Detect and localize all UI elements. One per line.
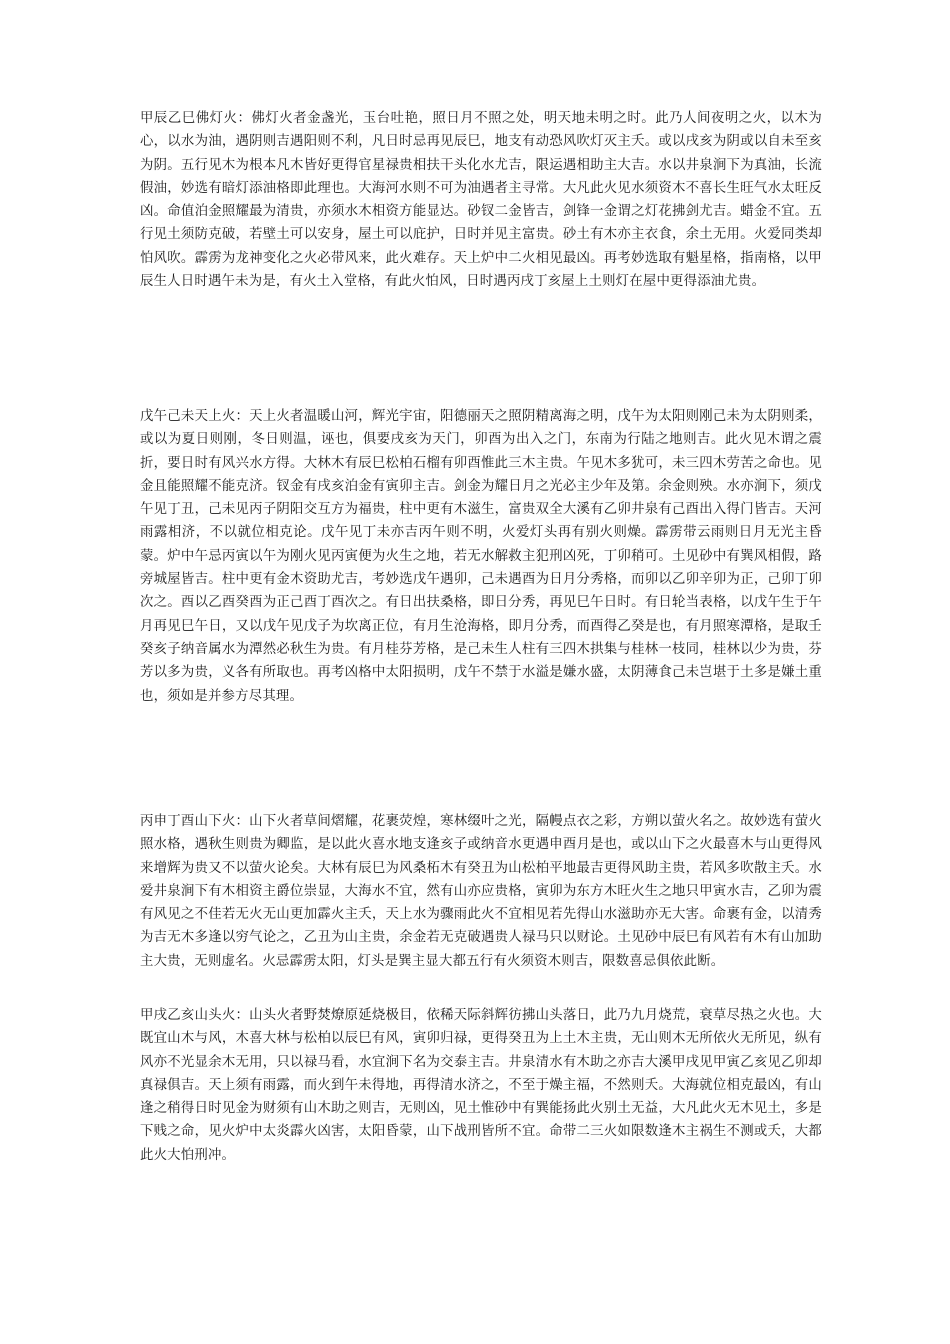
paragraph-tianshang-huo: 戊午己未天上火：天上火者温暖山河，辉光宇宙，阳德丽天之照阴精离海之明，戊午为太阳则刚己未为太阴则柔，或以为夏日则刚，冬日则温，诬也，俱要戌亥为天门，卯酉为出入之门，东南为行陆之地则吉。此火见木谓之震折，要日时有风兴水方得。大林木有辰巳松柏石榴有卯酉惟此三木主贵。午见木多犹可，未三四木劳苦之命也。见金且能照耀不能克济。钗金有戌亥泊金有寅卯主吉。剑金为耀日月之光必主少年及第。余金则殃。水亦涧下，须戊午见丁丑，己未见丙子阴阳交互方为福贵，柱中更有木滋生，富贵双全大溪有乙卯井泉有己酉出入得门皆吉。天河雨露相济，不以就位相克论。戊午见丁未亦吉丙午则不明，火爱灯头再有别火则燥。霹雳带云雨则日月无光主昏蒙。炉中午忌丙寅以午为刚火见丙寅便为火生之地，若无水解救主犯刑凶死，丁卯稍可。土见砂中有巽风相假，路旁城屋皆吉。柱中更有金木资助尤吉，考妙选戊午遇卯，己未遇酉为日月分秀格，而卯以乙卯辛卯为正，己卯丁卯次之。酉以乙酉癸酉为正己酉丁酉次之。有日出扶桑格，即日分秀，再见巳午日时。有日轮当表格，以戊午生于午月再见巳午日，又以戊午见戊子为坎离正位，有月生沧海格，即月分秀，而酉得乙癸是也，有月照寒潭格，是取壬癸亥子纳音属水为潭然必秋生为贵。有月桂芬芳格，是己未生人柱有三四木拱集与桂林一枝同，桂林以少为贵，芬芳以多为贵，义各有所取也。再考凶格中太阳损明，戊午不禁于水溢是嫌水盛，太阴薄食己未岂堪于土多是嫌土重也，须如是并参方尽其理。 [140,409,822,704]
paragraph-fodeng-huo: 甲辰乙巳佛灯火：佛灯火者金盏光，玉台吐艳，照日月不照之处，明天地未明之时。此乃人间夜明之火，以木为心，以水为油，遇阴则吉遇阳则不利，凡日时忌再见辰巳，地支有动恐风吹灯灭主夭。或以戌亥为阴或以自未至亥为阴。五行见木为根本凡木皆好更得官星禄贵相扶干头化水尤吉，限运遇相助主大吉。水以井泉涧下为真油，长流假油，妙选有暗灯添油格即此理也。大海河水则不可为油遇者主寻常。大凡此火见水须资木不喜长生旺气水太旺反凶。命值泊金照耀最为清贵，亦须水木相资方能显达。砂钗二金皆吉，剑锋一金谓之灯花拂剑尤吉。蜡金不宜。五行见土须防克破，若壁土可以安身，屋土可以庇护，日时并见主富贵。砂土有木亦主衣食，余土无用。火爱同类却怕风吹。霹雳为龙神变化之火必带风来，此火难存。天上炉中二火相见最凶。再考妙选取有魁星格，指南格，以甲辰生人日时遇午未为是，有火土入堂格，有此火怕风，日时遇丙戌丁亥屋上土则灯在屋中更得添油尤贵。 [140,111,822,290]
paragraph-shantou-huo: 甲戌乙亥山头火：山头火者野焚燎原延烧极目，依稀天际斜辉彷拂山头落日，此乃九月烧荒，衰草尽热之火也。大既宜山木与风，木喜大林与松柏以辰巳有风，寅卯归禄，更得癸丑为上土木主贵，无山则木无所依火无所见，纵有风亦不光显余木无用，只以禄马看，水宜涧下名为交泰主吉。井泉清水有木助之亦吉大溪甲戌见甲寅乙亥见乙卯却真禄俱吉。天上须有雨露，而火到午未得地，再得清水济之，不至于燥主福，不然则夭。大海就位相克最凶，有山逢之稍得日时见金为财须有山木助之则吉，无则凶，见土惟砂中有巽能扬此火别土无益，大凡此火无木见土，多是下贱之命，见火炉中太炎霹火凶害，太阳昏蒙，山下战刑皆所不宜。命带二三火如限数逢木主祸生不测或夭，大都此火大怕刑冲。 [140,1008,822,1163]
paragraph-shanxia-huo: 丙申丁酉山下火：山下火者草间熠耀，花裹荧煌，寒林缀叶之光，隔幔点衣之彩，方朔以萤火名之。故妙选有萤火照水格，遇秋生则贵为卿监，是以此火喜水地支逢亥子或纳音水更遇申酉月是也，或以山下之火最喜木与山更得风来增辉为贵又不以萤火论矣。大林有辰巳为风桑柘木有癸丑为山松柏平地最吉更得风助主贵，若风多吹散主夭。水爱井泉涧下有木相资主爵位崇显，大海水不宜，然有山亦应贵格，寅卯为东方木旺火生之地只甲寅水吉，乙卯为震有风见之不佳若无火无山更加霹火主夭，天上水为骤雨此火不宜相见若先得山水滋助亦无大害。命裹有金，以清秀为吉无木多逢以穷气论之，乙丑为山主贵，余金若无克破遇贵人禄马只以财论。土见砂中辰巳有风若有木有山加助主大贵，无则虚名。火忌霹雳太阳，灯头是巽主显大都五行有火须资木则吉，限数喜忌俱依此断。 [140,814,822,969]
